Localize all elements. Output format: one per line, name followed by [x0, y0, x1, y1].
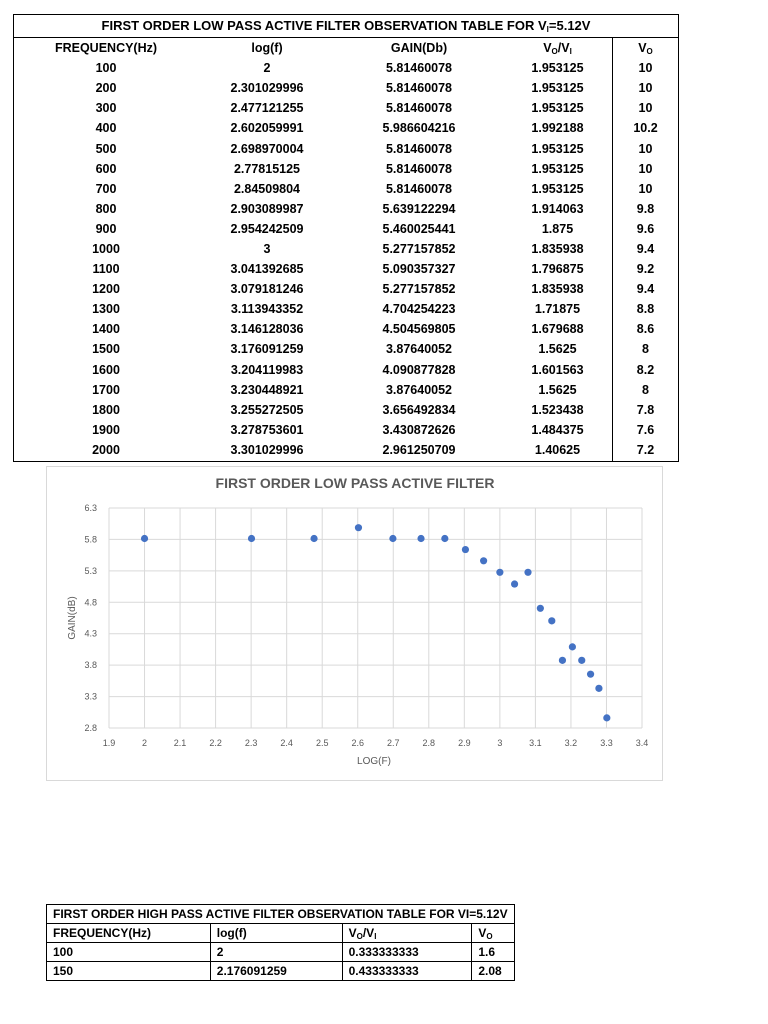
- cell-logf: 2.698970004: [230, 141, 304, 156]
- hp-header-vo: [472, 924, 514, 943]
- cell-ratio: 1.523438: [531, 402, 584, 417]
- x-tick-label: 2: [142, 738, 148, 748]
- cell-vo: 8.6: [636, 322, 655, 337]
- cell-logf: 3.301029996: [230, 442, 304, 457]
- cell-logf: 3.079181246: [230, 282, 304, 297]
- data-point: [587, 671, 594, 678]
- cell-frequency: 1300: [92, 302, 120, 317]
- data-point: [595, 685, 602, 692]
- table-row: [14, 440, 678, 460]
- table-row: [14, 279, 678, 299]
- data-point: [417, 535, 424, 542]
- hp-cell-vo: 1.6: [472, 943, 514, 962]
- data-point: [537, 605, 544, 612]
- hp-cell-ratio: 0.333333333: [342, 943, 472, 962]
- cell-vo: 10: [638, 181, 653, 196]
- hp-header-vo-o: O: [486, 931, 493, 941]
- cell-vo: 10.2: [633, 121, 658, 136]
- x-tick-label: 3.4: [635, 738, 649, 748]
- cell-frequency: 1000: [92, 241, 120, 256]
- table-row: [14, 239, 678, 259]
- y-tick-label: 4.3: [84, 628, 97, 639]
- low-pass-column-divider: [612, 37, 613, 461]
- cell-gain: 5.277157852: [382, 282, 456, 297]
- cell-gain: 2.961250709: [382, 442, 456, 457]
- data-point: [496, 569, 503, 576]
- high-pass-header-row: [47, 924, 515, 943]
- low-pass-table-body: [14, 58, 678, 460]
- table-row: [14, 58, 678, 78]
- header-ratio-slash: /V: [557, 40, 570, 55]
- cell-logf: 2.77815125: [233, 161, 301, 176]
- cell-logf: 3.176091259: [230, 342, 304, 357]
- cell-frequency: 1500: [92, 342, 120, 357]
- data-point: [548, 617, 555, 624]
- low-pass-table-title: [14, 15, 678, 38]
- cell-vo: 9.6: [636, 221, 655, 236]
- header-ratio-v: V: [543, 40, 552, 55]
- cell-logf: 2.477121255: [230, 101, 304, 116]
- x-tick-label: 2.7: [387, 738, 400, 748]
- cell-ratio: 1.835938: [531, 282, 584, 297]
- cell-logf: 2.84509804: [233, 181, 301, 196]
- x-tick-label: 2.5: [315, 738, 329, 748]
- cell-ratio: 1.992188: [531, 121, 584, 136]
- cell-frequency: 400: [95, 121, 117, 136]
- cell-ratio: 1.40625: [534, 442, 581, 457]
- cell-frequency: 100: [95, 61, 117, 76]
- cell-ratio: 1.601563: [531, 362, 584, 377]
- header-frequency: FREQUENCY(Hz): [54, 41, 158, 56]
- x-tick-label: 2.8: [422, 738, 436, 748]
- x-tick-label: 2.4: [280, 738, 293, 748]
- cell-gain: 3.656492834: [382, 402, 456, 417]
- data-point: [462, 546, 469, 553]
- table-row: [14, 179, 678, 199]
- hp-header-ratio-v: V: [348, 925, 357, 940]
- cell-frequency: 1400: [92, 322, 120, 337]
- table-row: [14, 420, 678, 440]
- cell-frequency: 800: [95, 201, 117, 216]
- cell-frequency: 1800: [92, 402, 120, 417]
- data-point: [355, 524, 362, 531]
- cell-frequency: 700: [95, 181, 117, 196]
- data-point: [603, 714, 610, 721]
- cell-logf: 3.146128036: [230, 322, 304, 337]
- cell-frequency: 2000: [92, 442, 120, 457]
- cell-gain: 5.090357327: [382, 262, 456, 277]
- hp-cell-vo: 2.08: [472, 962, 514, 981]
- cell-vo: 8: [642, 382, 649, 397]
- low-pass-title-tail: =5.12V: [548, 18, 591, 33]
- chart-title: FIRST ORDER LOW PASS ACTIVE FILTER: [215, 475, 495, 491]
- cell-vo: 8.8: [636, 302, 655, 317]
- cell-ratio: 1.5625: [538, 382, 577, 397]
- cell-logf: 3: [263, 241, 271, 256]
- data-point: [310, 535, 317, 542]
- cell-frequency: 1200: [92, 282, 120, 297]
- cell-frequency: 1100: [92, 262, 120, 277]
- cell-vo: 8.2: [636, 362, 655, 377]
- x-axis-label: LOG(F): [357, 756, 391, 767]
- y-tick-label: 5.3: [84, 565, 97, 576]
- y-tick-label: 5.8: [84, 534, 97, 545]
- cell-vo: 10: [638, 161, 653, 176]
- low-pass-header-row: [14, 38, 678, 58]
- low-pass-observation-table: [13, 14, 679, 462]
- y-tick-label: 6.3: [84, 503, 97, 513]
- table-row: [14, 159, 678, 179]
- cell-logf: 3.204119983: [230, 362, 304, 377]
- table-row: [14, 138, 678, 158]
- cell-ratio: 1.5625: [538, 342, 577, 357]
- cell-ratio: 1.796875: [531, 262, 584, 277]
- hp-header-frequency: FREQUENCY(Hz): [47, 924, 211, 943]
- cell-frequency: 1700: [92, 382, 120, 397]
- hp-cell-frequency: 100: [47, 943, 211, 962]
- cell-logf: 3.230448921: [230, 382, 304, 397]
- cell-ratio: 1.71875: [534, 302, 581, 317]
- hp-cell-logf: 2: [210, 943, 342, 962]
- data-point: [524, 569, 531, 576]
- cell-logf: 2.903089987: [230, 201, 304, 216]
- cell-gain: 5.81460078: [385, 181, 453, 196]
- hp-header-ratio: [342, 924, 472, 943]
- cell-vo: 10: [638, 61, 653, 76]
- cell-logf: 3.113943352: [230, 302, 304, 317]
- cell-vo: 9.2: [636, 262, 655, 277]
- cell-ratio: 1.953125: [531, 81, 584, 96]
- cell-gain: 3.87640052: [385, 342, 453, 357]
- cell-frequency: 200: [95, 81, 117, 96]
- cell-vo: 9.4: [636, 241, 655, 256]
- high-pass-table-title: FIRST ORDER HIGH PASS ACTIVE FILTER OBSERVATION TABLE FOR VI=5.12V: [47, 905, 515, 924]
- data-point: [511, 580, 518, 587]
- hp-header-ratio-i: I: [374, 931, 377, 941]
- hp-header-ratio-slash: /V: [362, 925, 375, 940]
- header-vo-o: O: [646, 46, 653, 56]
- y-tick-label: 4.8: [84, 597, 97, 608]
- x-tick-label: 2.3: [244, 738, 258, 748]
- cell-gain: 5.639122294: [382, 201, 456, 216]
- table-row: [14, 400, 678, 420]
- cell-gain: 5.81460078: [385, 61, 453, 76]
- cell-vo: 9.4: [636, 282, 655, 297]
- cell-vo: 10: [638, 141, 653, 156]
- high-pass-observation-table: [46, 904, 515, 981]
- table-row: [14, 319, 678, 339]
- hp-cell-frequency: 150: [47, 962, 211, 981]
- cell-ratio: 1.953125: [531, 61, 584, 76]
- header-vo-v: V: [638, 40, 647, 55]
- cell-gain: 4.090877828: [382, 362, 456, 377]
- cell-ratio: 1.953125: [531, 141, 584, 156]
- hp-cell-ratio: 0.433333333: [342, 962, 472, 981]
- cell-vo: 10: [638, 81, 653, 96]
- cell-logf: 2.602059991: [230, 121, 304, 136]
- cell-gain: 3.87640052: [385, 382, 453, 397]
- table-row: [14, 219, 678, 239]
- table-row: [14, 98, 678, 118]
- cell-frequency: 500: [95, 141, 117, 156]
- data-point: [569, 643, 576, 650]
- y-tick-label: 3.8: [84, 660, 97, 671]
- y-axis-label: GAIN(dB): [67, 596, 78, 640]
- cell-vo: 7.6: [636, 422, 655, 437]
- x-tick-label: 3.2: [564, 738, 578, 748]
- cell-frequency: 1900: [92, 422, 120, 437]
- data-point: [141, 535, 148, 542]
- cell-logf: 3.041392685: [230, 262, 304, 277]
- cell-ratio: 1.914063: [531, 201, 584, 216]
- hp-header-ratio-o: O: [356, 931, 363, 941]
- cell-logf: 2.301029996: [230, 81, 304, 96]
- table-row: [14, 78, 678, 98]
- scatter-plot: [47, 467, 664, 782]
- x-tick-label: 3.3: [600, 738, 613, 748]
- cell-frequency: 1600: [92, 362, 120, 377]
- hp-header-vo-v: V: [478, 925, 487, 940]
- x-tick-label: 2.1: [173, 738, 187, 748]
- data-point: [480, 557, 487, 564]
- header-gain: GAIN(Db): [390, 41, 448, 56]
- cell-logf: 3.255272505: [230, 402, 304, 417]
- x-tick-label: 2.9: [458, 738, 471, 748]
- cell-ratio: 1.953125: [531, 101, 584, 116]
- low-pass-chart: [46, 466, 663, 781]
- data-point: [441, 535, 448, 542]
- hp-cell-logf: 2.176091259: [210, 962, 342, 981]
- table-row: [47, 943, 515, 962]
- x-tick-label: 2.6: [351, 738, 364, 748]
- low-pass-title-text: FIRST ORDER LOW PASS ACTIVE FILTER OBSERVATION TABLE FOR V: [101, 18, 547, 33]
- table-row: [14, 360, 678, 380]
- table-row: [14, 339, 678, 359]
- data-point: [578, 657, 585, 664]
- cell-ratio: 1.953125: [531, 161, 584, 176]
- data-point: [559, 657, 566, 664]
- cell-logf: 2: [263, 61, 271, 76]
- low-pass-title-subscript: I: [546, 25, 549, 34]
- x-tick-label: 2.2: [209, 738, 222, 748]
- x-tick-label: 3.1: [529, 738, 542, 748]
- header-logf: log(f): [251, 41, 283, 56]
- cell-vo: 8: [642, 342, 649, 357]
- cell-vo: 7.2: [636, 442, 655, 457]
- cell-gain: 5.277157852: [382, 241, 456, 256]
- high-pass-title-row: [47, 905, 515, 924]
- x-tick-label: 1.9: [102, 738, 116, 748]
- cell-gain: 5.81460078: [385, 81, 453, 96]
- table-row: [14, 199, 678, 219]
- cell-ratio: 1.679688: [531, 322, 584, 337]
- cell-gain: 4.504569805: [382, 322, 456, 337]
- x-tick-label: 3: [497, 738, 503, 748]
- header-ratio-o: O: [551, 46, 558, 56]
- table-row: [14, 299, 678, 319]
- cell-logf: 2.954242509: [230, 221, 304, 236]
- cell-ratio: 1.875: [541, 221, 574, 236]
- cell-gain: 5.81460078: [385, 141, 453, 156]
- cell-vo: 10: [638, 101, 653, 116]
- cell-gain: 5.986604216: [382, 121, 456, 136]
- data-point: [248, 535, 255, 542]
- table-row: [47, 962, 515, 981]
- cell-vo: 9.8: [636, 201, 655, 216]
- data-point: [389, 535, 396, 542]
- cell-gain: 5.81460078: [385, 161, 453, 176]
- cell-gain: 4.704254223: [382, 302, 456, 317]
- y-tick-label: 3.3: [84, 691, 97, 702]
- cell-frequency: 900: [95, 221, 117, 236]
- header-vo: [613, 41, 678, 56]
- table-row: [14, 118, 678, 138]
- cell-ratio: 1.835938: [531, 241, 584, 256]
- cell-vo: 7.8: [636, 402, 655, 417]
- cell-frequency: 600: [95, 161, 117, 176]
- cell-ratio: 1.953125: [531, 181, 584, 196]
- table-row: [14, 259, 678, 279]
- table-row: [14, 380, 678, 400]
- header-ratio: [502, 41, 613, 56]
- y-tick-label: 2.8: [84, 723, 97, 733]
- cell-gain: 5.81460078: [385, 101, 453, 116]
- header-ratio-i: I: [569, 46, 572, 56]
- hp-header-logf: log(f): [210, 924, 342, 943]
- cell-gain: 3.430872626: [382, 422, 456, 437]
- cell-ratio: 1.484375: [531, 422, 584, 437]
- cell-gain: 5.460025441: [382, 221, 456, 236]
- cell-logf: 3.278753601: [230, 422, 304, 437]
- cell-frequency: 300: [95, 101, 117, 116]
